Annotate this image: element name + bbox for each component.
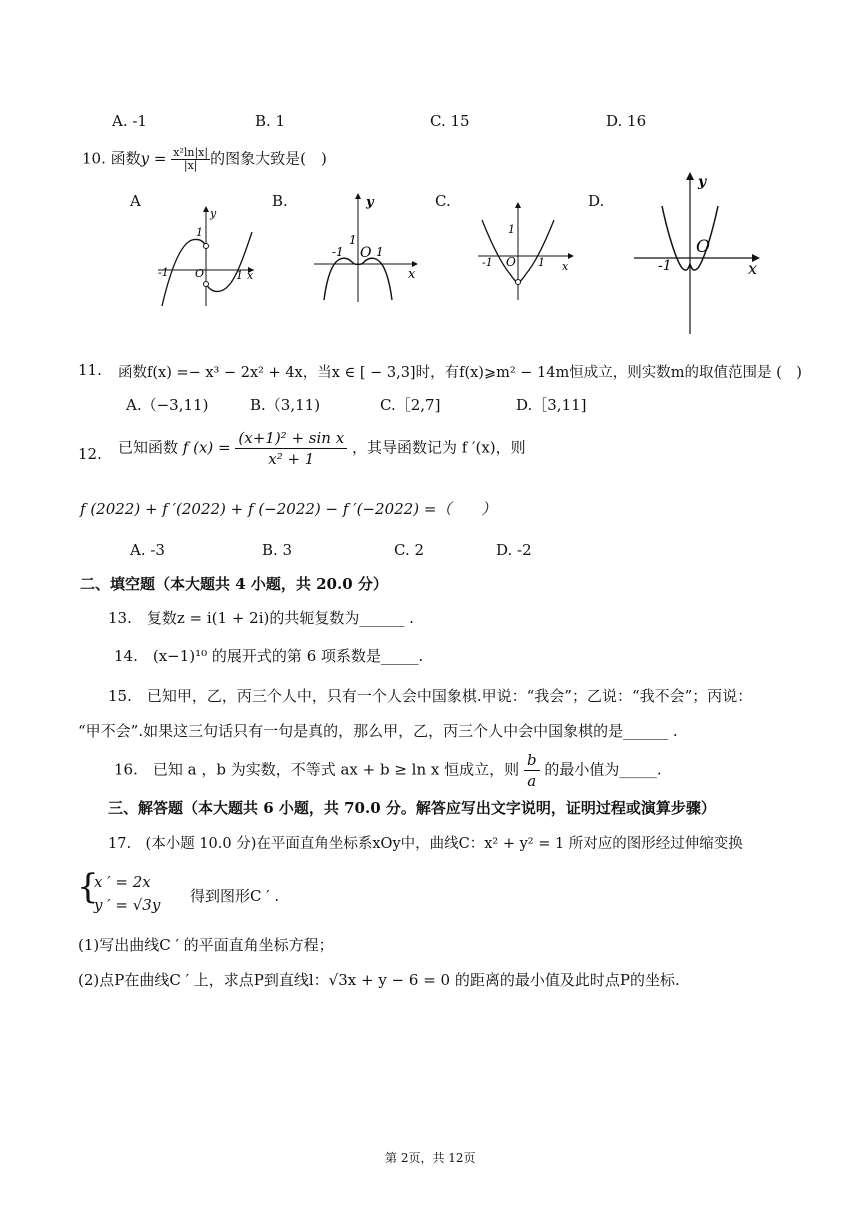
q17-part1: (1)写出曲线C ′ 的平面直角坐标方程；: [78, 936, 334, 954]
q15-line1: 15. 已知甲，乙，丙三个人中，只有一个人会中国象棋.甲说：“我会”；乙说：“我不会”；丙说：: [108, 687, 753, 705]
q10-label-b: B.: [272, 192, 288, 210]
q17-line1: 17. (本小题 10.0 分)在平面直角坐标系xOy中，曲线C：x² + y² = 1 所对应的图形经过伸缩变换: [108, 836, 743, 852]
q9-option-c: C. 15: [430, 112, 470, 130]
q10-func-lhs: y =: [140, 149, 167, 168]
q16-prefix: 16. 已知 a ，b 为实数，不等式 ax + b ≥ ln x 恒成立，则: [114, 760, 520, 779]
graph-b-y-label: y: [366, 195, 374, 210]
q12-number: 12.: [78, 445, 102, 463]
q16: [114, 750, 662, 791]
q9-option-b: B. 1: [255, 112, 286, 130]
graph-b: [312, 192, 424, 304]
q10-label-a: A: [130, 192, 141, 210]
graph-c-origin-label: O: [506, 255, 516, 269]
q11-number: 11.: [78, 361, 102, 379]
graph-c-neg1-label: -1: [482, 256, 493, 269]
q9-option-a: A. -1: [112, 112, 147, 130]
q17-system-eq1: x ′ = 2x: [94, 873, 151, 891]
q17-brace: {: [77, 867, 99, 907]
graph-c-one-label: 1: [508, 223, 515, 236]
q10-label-c: C.: [435, 192, 451, 210]
q16-fraction: [524, 750, 540, 791]
graph-b-neg1-label: -1: [332, 245, 344, 259]
q10-stem: [82, 147, 327, 172]
q12-fraction: [235, 428, 347, 469]
q16-suffix: 的最小值为_____.: [544, 760, 662, 779]
graph-d: [632, 168, 766, 336]
graph-c: [476, 200, 580, 304]
q12-option-b: B. 3: [262, 541, 293, 559]
q11-option-a: A.（−3,11): [126, 396, 209, 414]
q10-label-d: D.: [588, 192, 605, 210]
q12-frac-num: (x+1)² + sin x: [235, 428, 347, 449]
page-footer: 第 2页，共 12页: [385, 1151, 476, 1165]
q10-number: 10.: [82, 149, 106, 168]
graph-c-pos1-label: 1: [538, 256, 545, 269]
graph-d-x-label: x: [748, 259, 758, 278]
q9-option-d: D. 16: [606, 112, 647, 130]
section-3-heading: 三、解答题（本大题共 6 小题，共 70.0 分。解答应写出文字说明，证明过程或演算步骤）: [108, 799, 716, 817]
graph-a-x-label: x: [247, 269, 254, 282]
q11-option-d: D.［3,11]: [516, 396, 587, 414]
q12-option-c: C. 2: [394, 541, 425, 559]
q12-prefix: 已知函数: [118, 438, 179, 457]
graph-d-origin-label: O: [696, 237, 710, 257]
q16-frac-num: b: [524, 750, 540, 771]
section-2-heading: 二、填空题（本大题共 4 小题，共 20.0 分）: [80, 575, 388, 593]
graph-d-y-label: y: [698, 174, 707, 190]
q10-frac-den: |x|: [183, 159, 198, 172]
graph-a-neg1-label: -1: [158, 266, 169, 279]
graph-b-x-label: x: [408, 267, 416, 282]
q17-system-eq2: y ′ = √3y: [94, 896, 161, 914]
q17-part2: (2)点P在曲线C ′ 上，求点P到直线l：√3x + y − 6 = 0 的距离的最小值及此时点P的坐标.: [78, 971, 680, 989]
q12-frac-den: x² + 1: [268, 450, 315, 468]
graph-a: [150, 202, 260, 310]
q12-suffix: ，其导函数记为 f ′(x)，则: [351, 438, 526, 457]
graph-a-pos1-label: 1: [236, 269, 243, 282]
q15-line2: “甲不会”.如果这三句话只有一句是真的，那么甲，乙，丙三个人中会中国象棋的是______ .: [78, 722, 678, 740]
q10-suffix: 的图象大致是( ): [210, 149, 327, 168]
q12-lhs: f (x) =: [182, 438, 231, 457]
q12-expression: f (2022) + f ′(2022) + f (−2022) − f ′(−2022) =（ ）: [80, 500, 497, 518]
graph-d-neg1-label: -1: [658, 258, 672, 274]
q17-system-suffix: 得到图形C ′ .: [190, 887, 280, 905]
q12-stem: [118, 428, 526, 469]
q12-option-d: D. -2: [496, 541, 532, 559]
q16-frac-den: a: [527, 772, 537, 790]
graph-a-y-label: y: [210, 207, 217, 220]
q10-frac-num: x²ln|x|: [173, 146, 209, 159]
graph-a-one-label: 1: [196, 226, 203, 239]
q11-option-b: B.（3,11): [250, 396, 321, 414]
q10-prefix: 函数: [110, 149, 141, 168]
q11-option-c: C.［2,7]: [380, 396, 441, 414]
q12-option-a: A. -3: [130, 541, 165, 559]
graph-a-origin-label: O: [195, 267, 205, 280]
graph-b-pos1-label: 1: [376, 245, 384, 259]
q13: 13. 复数z = i(1 + 2i)的共轭复数为______ .: [108, 609, 414, 627]
q10-fraction: [171, 147, 210, 172]
graph-b-one-label: 1: [349, 233, 357, 247]
q14: 14. (x−1)¹⁰ 的展开式的第 6 项系数是_____.: [114, 647, 424, 665]
graph-b-origin-label: O: [360, 245, 372, 261]
q11-text: 函数f(x) =− x³ − 2x² + 4x，当x ∈ [ − 3,3]时，有f(x)⩾m² − 14m恒成立，则实数m的取值范围是 ( ): [118, 365, 802, 381]
graph-c-x-label: x: [562, 260, 569, 273]
